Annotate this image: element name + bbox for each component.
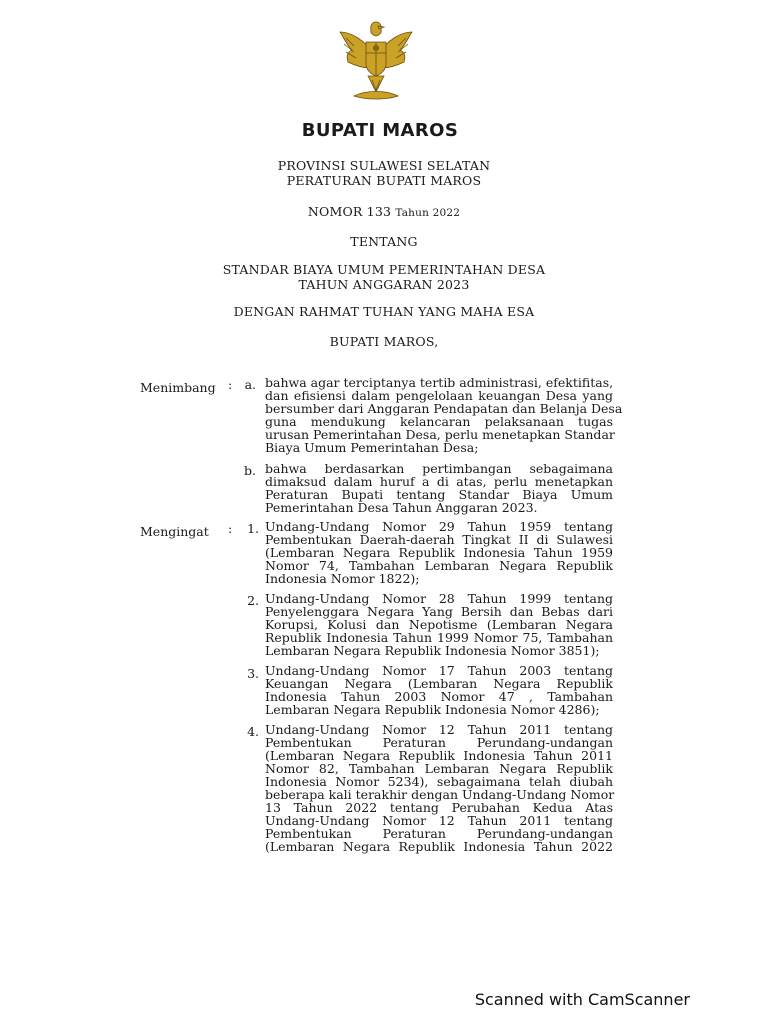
text-line: Undang-Undang Nomor 12 Tahun 2011 tentang — [265, 813, 613, 828]
mengingat-label: Mengingat — [140, 524, 209, 539]
text-line: Undang-Undang Nomor 29 Tahun 1959 tentang — [265, 519, 613, 534]
subject-line-1: STANDAR BIAYA UMUM PEMERINTAHAN DESA — [222, 262, 546, 277]
text-line: Korupsi, Kolusi dan Nepotisme (Lembaran Negara — [265, 617, 613, 632]
menimbang-item-a — [265, 375, 623, 455]
menimbang-marker-b: b. — [244, 463, 256, 478]
mengingat-colon: : — [228, 521, 233, 536]
rahmat-line: DENGAN RAHMAT TUHAN YANG MAHA ESA — [233, 304, 535, 319]
text-line: bersumber dari Anggaran Pendapatan dan Belanja Desa — [265, 401, 623, 416]
page-title: BUPATI MAROS — [301, 120, 459, 141]
text-line: Indonesia Nomor 5234), sebagaimana telah diubah — [265, 774, 613, 789]
text-line: Pembentukan Peraturan Perundang-undangan — [265, 735, 613, 750]
mengingat-marker-2: 2. — [247, 593, 259, 608]
menimbang-marker-a: a. — [244, 377, 256, 392]
tahun-value: Tahun 2022 — [395, 207, 461, 219]
text-line: Nomor 82, Tambahan Lembaran Negara Republik — [265, 761, 613, 776]
text-line: Indonesia Nomor 1822); — [265, 571, 420, 586]
bupati-line: BUPATI MAROS, — [329, 334, 439, 349]
text-line: bahwa berdasarkan pertimbangan sebagaimana — [265, 461, 613, 476]
text-line: (Lembaran Negara Republik Indonesia Tahun 1959 — [265, 545, 613, 560]
text-line: Biaya Umum Pemerintahan Desa; — [265, 440, 479, 455]
garuda-emblem-icon — [326, 10, 426, 110]
text-line: Indonesia Tahun 2003 Nomor 47 , Tambahan — [265, 689, 613, 704]
text-line: bahwa agar terciptanya tertib administrasi, efektifitas, — [265, 375, 614, 390]
mengingat-marker-3: 3. — [247, 666, 259, 681]
text-line: urusan Pemerintahan Desa, perlu menetapkan Standar — [265, 427, 615, 442]
nomor-line — [0, 204, 768, 219]
text-line: (Lembaran Negara Republik Indonesia Tahun 2011 — [265, 748, 613, 763]
mengingat-item-4 — [265, 723, 613, 853]
mengingat-item-2 — [265, 592, 613, 657]
text-line: beberapa kali terakhir dengan Undang-Undang Nomor — [265, 787, 615, 802]
text-line: Nomor 74, Tambahan Lembaran Negara Republik — [265, 558, 613, 573]
menimbang-item-b — [265, 462, 613, 514]
text-line: Undang-Undang Nomor 17 Tahun 2003 tentang — [265, 663, 613, 678]
text-line: dimaksud dalam huruf a di atas, perlu menetapkan — [265, 474, 613, 489]
text-line: Undang-Undang Nomor 12 Tahun 2011 tentang — [265, 722, 613, 737]
province-line: PROVINSI SULAWESI SELATAN — [277, 158, 491, 173]
subject-line-2: TAHUN ANGGARAN 2023 — [298, 277, 470, 292]
text-line: 13 Tahun 2022 tentang Perubahan Kedua Atas — [265, 800, 613, 815]
nomor-value: NOMOR 133 — [307, 204, 392, 219]
text-line: dan efisiensi dalam pengelolaan keuangan Desa yang — [265, 388, 613, 403]
text-line: Lembaran Negara Republik Indonesia Nomor 3851); — [265, 643, 600, 658]
text-line: Pemerintahan Desa Tahun Anggaran 2023. — [265, 500, 538, 515]
text-line: Pembentukan Peraturan Perundang-undangan — [265, 826, 613, 841]
menimbang-label: Menimbang — [140, 380, 216, 395]
text-line: Lembaran Negara Republik Indonesia Nomor 4286); — [265, 702, 600, 717]
text-line: Pembentukan Daerah-daerah Tingkat II di Sulawesi — [265, 532, 613, 547]
text-line: Undang-Undang Nomor 28 Tahun 1999 tentang — [265, 591, 613, 606]
text-line: Penyelenggara Negara Yang Bersih dan Bebas dari — [265, 604, 613, 619]
tentang-line: TENTANG — [350, 234, 418, 249]
camscanner-watermark: Scanned with CamScanner — [474, 990, 690, 1009]
mengingat-marker-1: 1. — [247, 521, 259, 536]
menimbang-colon: : — [228, 377, 233, 392]
mengingat-item-1 — [265, 520, 613, 585]
text-line: Peraturan Bupati tentang Standar Biaya Umum — [265, 487, 613, 502]
text-line: Keuangan Negara (Lembaran Negara Republik — [265, 676, 613, 691]
mengingat-marker-4: 4. — [247, 724, 259, 739]
text-line: (Lembaran Negara Republik Indonesia Tahun 2022 — [265, 839, 613, 854]
text-line: Republik Indonesia Tahun 1999 Nomor 75, Tambahan — [265, 630, 613, 645]
regulation-line: PERATURAN BUPATI MAROS — [286, 173, 482, 188]
mengingat-item-3 — [265, 664, 613, 716]
text-line: guna mendukung kelancaran pelaksanaan tugas — [265, 414, 613, 429]
